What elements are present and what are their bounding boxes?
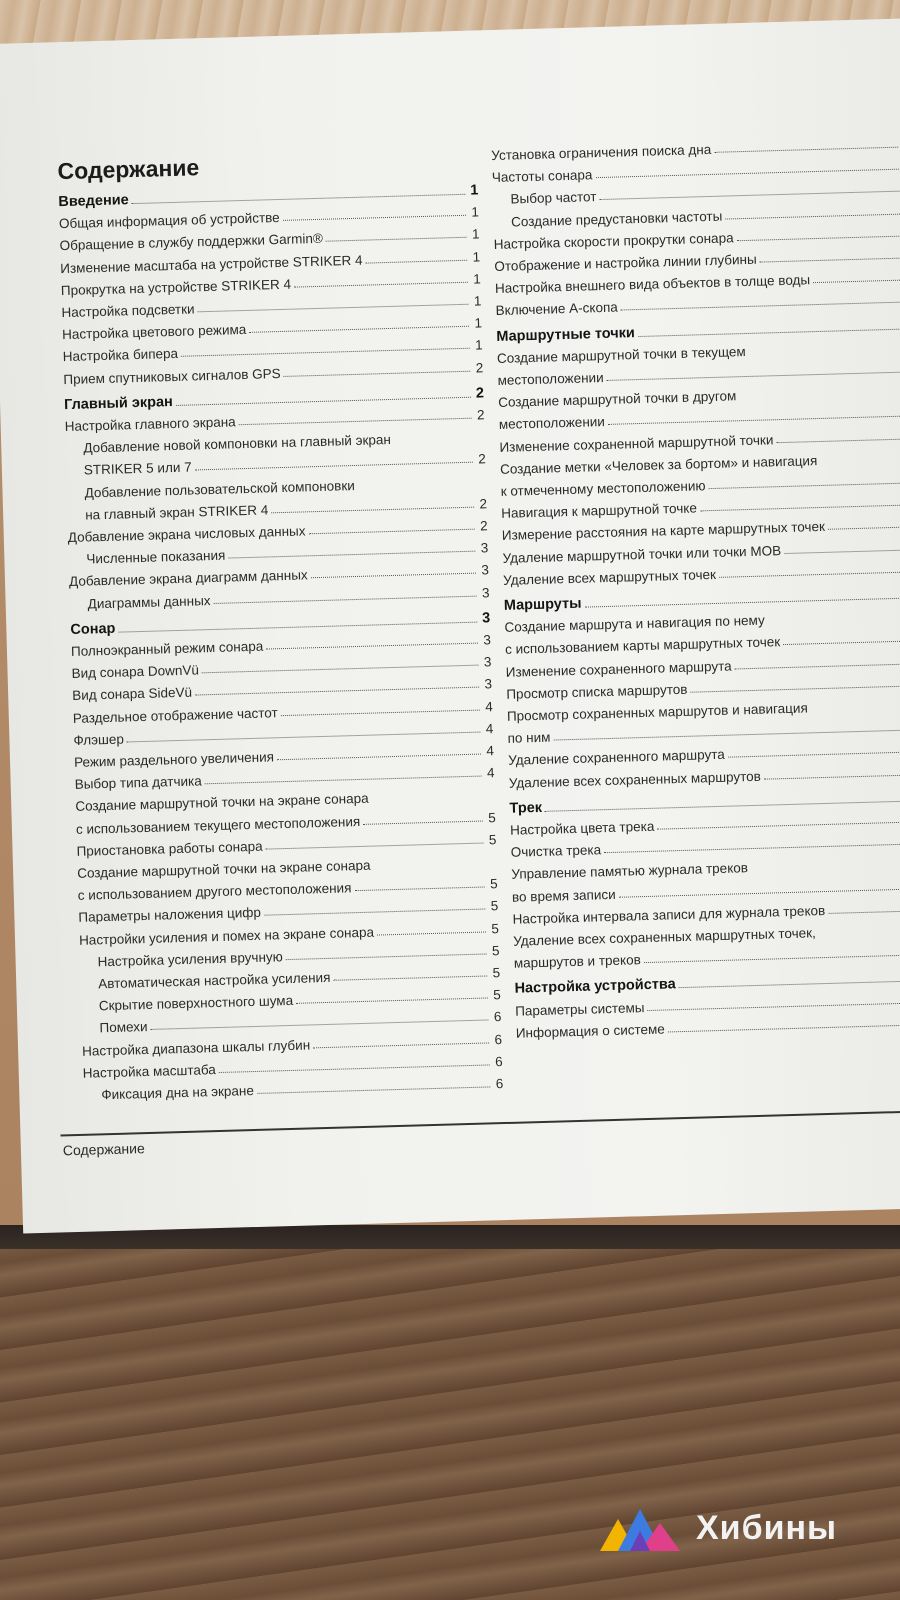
toc-page-number: 1: [474, 315, 483, 331]
toc-entry-line: Создание маршрутной точки в другом: [498, 388, 737, 411]
toc-page-number: 5: [488, 809, 496, 825]
toc-entry-title: Автоматическая настройка усиления: [98, 969, 331, 992]
toc-entry-title: Удаление сохраненного маршрута: [508, 747, 725, 769]
toc-entry-title: Настройка скорости прокрутки сонара: [493, 230, 734, 252]
toc-entry-line: Создание маршрутной точки на экране сонара: [75, 791, 369, 815]
toc-entry-title: Создание предустановки частоты: [510, 208, 723, 230]
dot-leader: [776, 438, 900, 443]
toc-section-heading: [514, 969, 900, 997]
dot-leader: [313, 1042, 489, 1048]
dot-leader: [127, 731, 480, 742]
dot-leader: [764, 774, 900, 779]
toc-entry: [80, 965, 500, 992]
dot-leader: [195, 687, 479, 696]
toc-page-number: 4: [486, 743, 495, 759]
toc-entry: [506, 675, 900, 702]
dot-leader: [195, 462, 473, 471]
toc-entry: [71, 654, 491, 681]
dot-leader: [709, 483, 900, 490]
toc-entry: [491, 136, 900, 163]
toc-entry-title: Очистка трека: [510, 842, 602, 860]
toc-entry-title: Настройка диапазона шкалы глубин: [81, 1037, 311, 1059]
toc-page-number: 1: [473, 293, 482, 309]
dot-leader: [545, 800, 900, 811]
toc-entry: [61, 271, 481, 298]
toc-page-number: 3: [483, 632, 492, 648]
toc-entry-title: Флэшер: [73, 731, 125, 748]
toc-entry-title: Помехи: [99, 1019, 148, 1036]
toc-entry: [511, 833, 900, 860]
dot-leader: [700, 505, 900, 512]
toc-entry-title: Настройка бипера: [62, 346, 179, 365]
dot-leader: [239, 418, 472, 426]
toc-entry-title: Раздельное отображение частот: [72, 704, 278, 726]
dot-leader: [363, 820, 483, 824]
toc-page-number: 6: [494, 1053, 503, 1070]
toc-entry-title: Полноэкранный режим сонара: [70, 638, 264, 659]
toc-entry-title: Трек: [509, 799, 543, 817]
toc-entry: [82, 1032, 502, 1059]
toc-entry: [69, 585, 489, 612]
toc-entry: [73, 699, 493, 726]
toc-entry-title: местоположении: [498, 414, 606, 433]
toc-entry-title: во время записи: [511, 886, 616, 905]
toc-entry-title: Настройка цветового режима: [61, 322, 247, 343]
toc-entry-line: Удаление всех сохраненных маршрутных точек,: [513, 925, 817, 949]
toc-entry: [69, 563, 489, 590]
dot-leader: [286, 953, 487, 960]
toc-entry: [73, 721, 493, 748]
dot-leader: [728, 752, 900, 758]
dot-leader: [679, 981, 900, 989]
toc-entry-title: Вид сонара DownVü: [71, 662, 200, 682]
toc-page-number: 5: [488, 831, 497, 848]
toc-entry-title: Численные показания: [86, 547, 226, 567]
toc-entry-title: Добавление экрана диаграмм данных: [68, 567, 308, 590]
toc-page-number: 1: [469, 182, 479, 199]
toc-entry-title: Диаграммы данных: [87, 592, 211, 612]
toc-entry: [492, 181, 900, 208]
dot-leader: [281, 709, 480, 716]
toc-entry-title: Удаление всех маршрутных точек: [502, 566, 717, 588]
dot-leader: [608, 416, 900, 425]
dot-leader: [595, 169, 898, 178]
toc-page-number: 2: [479, 518, 488, 534]
dot-leader: [691, 685, 900, 692]
toc-entry: [81, 987, 501, 1014]
toc-entry-title: Информация о системе: [515, 1021, 666, 1041]
toc-page-number: 3: [481, 562, 490, 578]
toc-entry-title: на главный экран STRIKER 4: [84, 502, 269, 523]
dot-leader: [118, 621, 477, 632]
manual-page: [0, 18, 900, 1234]
toc-entry: [72, 677, 492, 704]
toc-entry-title: Навигация к маршрутной точке: [501, 500, 698, 522]
toc-entry-title: с использованием карты маршрутных точек: [504, 634, 781, 658]
mountains-logo-icon: [600, 1505, 684, 1551]
toc-entry: [68, 518, 488, 545]
toc-entry: [79, 943, 499, 970]
toc-entry: [75, 765, 495, 792]
toc-entry-title: с использованием текущего местоположения: [75, 813, 361, 837]
toc-entry: [497, 361, 900, 388]
dot-leader: [151, 1020, 489, 1030]
toc-page-number: 3: [483, 654, 492, 670]
toc-entry: [67, 496, 487, 523]
toc-entry-title: Прокрутка на устройстве STRIKER 4: [60, 276, 292, 298]
toc-entry-line: Добавление новой компоновки на главный экран: [83, 432, 392, 456]
dot-leader: [619, 888, 900, 897]
toc-entry: [515, 992, 900, 1019]
toc-entry: [76, 810, 496, 837]
toc-entry-title: Фиксация дна на экране: [101, 1083, 255, 1103]
toc-entry-title: Настройка главного экрана: [64, 414, 236, 435]
toc-entry: [516, 1014, 900, 1041]
toc-entry-title: Настройка масштаба: [82, 1061, 216, 1081]
toc-entry: [502, 517, 900, 544]
toc-entry: [514, 944, 900, 971]
toc-entry-title: Вид сонара SideVü: [72, 685, 193, 704]
toc-entry: [506, 653, 900, 680]
dot-leader: [828, 527, 900, 530]
toc-entry: [62, 316, 482, 343]
toc-entry: [71, 632, 491, 659]
toc-page-number: 6: [494, 1031, 503, 1047]
toc-entry-title: Настройки усиления и помех на экране сонара: [78, 924, 375, 948]
toc-entry: [500, 472, 900, 499]
toc-entry: [499, 406, 900, 433]
watermark-label: Хибины: [696, 1508, 838, 1547]
dot-leader: [644, 955, 900, 964]
toc-entry-title: Главный экран: [63, 393, 174, 413]
dot-leader: [181, 348, 470, 357]
toc-page-number: 1: [473, 271, 481, 287]
toc-entry-title: Настройка подсветки: [61, 301, 195, 321]
toc-entry-title: Параметры системы: [514, 999, 645, 1019]
toc-entry-title: Приостановка работы сонара: [76, 838, 263, 859]
dot-leader: [205, 776, 482, 785]
toc-entry: [63, 360, 483, 387]
toc-page-number: 4: [484, 698, 493, 715]
toc-page-number: 2: [475, 385, 485, 402]
dot-leader: [198, 304, 469, 313]
toc-page-number: 4: [485, 721, 494, 737]
toc-entry: [83, 1076, 503, 1103]
dot-leader: [784, 549, 900, 553]
toc-page-number: 2: [479, 496, 488, 512]
toc-entry-title: Скрытие поверхностного шума: [98, 993, 294, 1014]
toc-entry-title: Сонар: [70, 620, 116, 638]
dot-leader: [277, 754, 481, 761]
toc-page-number: 5: [489, 876, 498, 892]
page-title: Содержание: [57, 154, 200, 185]
toc-entry-title: Удаление маршрутной точки или точки МОВ: [502, 542, 782, 566]
dot-leader: [585, 598, 900, 608]
dot-leader: [828, 910, 900, 914]
dot-leader: [132, 194, 466, 204]
toc-entry-title: Маршрутные точки: [496, 324, 636, 345]
site-watermark: [600, 1505, 837, 1551]
toc-entry: [65, 407, 485, 434]
toc-page-number: 3: [481, 610, 491, 627]
toc-entry-line: Управление памятью журнала треков: [511, 860, 749, 883]
toc-entry-title: Просмотр списка маршрутов: [506, 681, 688, 702]
toc-entry-title: по ним: [507, 729, 551, 747]
toc-page-number: 6: [495, 1076, 504, 1092]
toc-page-number: 1: [472, 248, 481, 265]
dot-leader: [296, 998, 488, 1004]
dot-leader: [813, 280, 900, 283]
toc-entry: [74, 743, 494, 770]
toc-page-number: 1: [471, 204, 480, 220]
toc-entry: [61, 293, 481, 320]
toc-entry: [78, 876, 498, 903]
dot-leader: [249, 326, 469, 333]
dot-leader: [264, 909, 485, 916]
toc-page-number: 2: [475, 359, 484, 376]
dot-leader: [668, 1024, 900, 1032]
toc-entry: [68, 540, 488, 567]
toc-entry-title: с использованием другого местоположения: [77, 880, 352, 904]
toc-entry-title: Добавление экрана числовых данных: [67, 523, 306, 546]
toc-entry-title: STRIKER 5 или 7: [83, 459, 192, 478]
dot-leader: [638, 328, 900, 336]
toc-entry: [493, 203, 900, 230]
toc-entry-line: Просмотр сохраненных маршрутов и навигация: [506, 700, 808, 724]
toc-entry-line: Добавление пользовательской компоновки: [84, 477, 355, 501]
dot-leader: [257, 1086, 490, 1094]
toc-entry: [512, 900, 900, 927]
toc-page-number: 3: [484, 676, 493, 692]
dot-leader: [647, 1002, 900, 1011]
toc-entry-line: Создание маршрутной точки на экране сонара: [76, 857, 371, 881]
toc-entry-title: Обращение в службу поддержки Garmin®: [59, 231, 324, 254]
dot-leader: [607, 372, 900, 381]
toc-page-number: 5: [491, 942, 500, 959]
toc-page-number: 5: [493, 987, 501, 1003]
toc-entry-title: Удаление всех сохраненных маршрутов: [508, 768, 762, 791]
dot-leader: [366, 259, 468, 263]
toc-entry-title: Настройка интервала записи для журнала треков: [512, 902, 826, 927]
toc-entry-title: Режим раздельного увеличения: [73, 749, 275, 770]
toc-page-number: 5: [492, 965, 501, 981]
toc-entry-title: Установка ограничения поиска дна: [491, 141, 712, 164]
toc-entry-title: Включение А-скопа: [495, 299, 619, 319]
toc-entry: [494, 225, 900, 252]
dot-leader: [266, 842, 484, 849]
toc-page-number: 5: [491, 920, 500, 936]
toc-entry: [502, 539, 900, 566]
toc-page-number: 6: [493, 1009, 502, 1025]
toc-entry-title: к отмеченному местоположению: [500, 478, 706, 499]
toc-entry-title: Настройка устройства: [514, 976, 676, 998]
dot-leader: [176, 397, 471, 406]
dot-leader: [284, 370, 471, 376]
toc-page-number: 1: [474, 337, 483, 353]
toc-entry-title: Введение: [58, 192, 129, 211]
dot-leader: [228, 551, 475, 559]
toc-entry-title: Маршруты: [503, 595, 582, 614]
toc-entry-title: Изменение сохраненного маршрута: [505, 658, 732, 680]
toc-entry: [59, 227, 479, 254]
dot-leader: [354, 887, 484, 892]
toc-entry-title: Общая информация об устройстве: [58, 210, 280, 232]
toc-page-number: 1: [471, 226, 480, 243]
dot-leader: [737, 235, 900, 241]
toc-entry-title: Настройка цвета трека: [509, 818, 655, 838]
dot-leader: [311, 573, 476, 579]
toc-entry: [495, 269, 900, 296]
toc-entry: [81, 1009, 501, 1036]
dot-leader: [219, 1064, 490, 1073]
toc-entry: [83, 1054, 503, 1081]
toc-page-number: 5: [490, 898, 499, 914]
toc-entry-title: Изменение масштаба на устройстве STRIKER 4: [60, 252, 363, 276]
toc-entry: [494, 247, 900, 274]
toc-entry: [505, 631, 900, 658]
toc-entry-title: Измерение расстояния на карте маршрутных точек: [501, 519, 826, 544]
toc-entry: [499, 428, 900, 455]
toc-entry: [510, 811, 900, 838]
toc-entry: [79, 921, 499, 948]
dot-leader: [760, 258, 900, 263]
dot-leader: [333, 975, 487, 980]
dot-leader: [735, 663, 900, 669]
toc-page-number: 2: [478, 451, 486, 467]
dot-leader: [309, 529, 475, 535]
toc-entry-title: Параметры наложения цифр: [78, 905, 262, 926]
toc-entry-line: Создание маршрутной точки в текущем: [496, 343, 746, 366]
footer-divider: [60, 1110, 900, 1136]
toc-entry-title: местоположении: [497, 369, 604, 388]
dot-leader: [294, 282, 468, 288]
toc-entry: [59, 205, 479, 232]
dot-leader: [657, 821, 900, 829]
dot-leader: [725, 213, 900, 219]
page-footer: Содержание: [62, 1140, 145, 1159]
toc-entry: [66, 452, 486, 479]
toc-entry-title: Частоты сонара: [491, 167, 593, 186]
dot-leader: [283, 215, 466, 221]
dot-leader: [600, 191, 900, 200]
toc-entry-title: Прием спутниковых сигналов GPS: [63, 365, 281, 387]
toc-entry: [492, 159, 900, 186]
toc-entry-line: Создание маршрута и навигация по нему: [504, 612, 765, 636]
toc-entry: [495, 292, 900, 319]
toc-entry-title: Отображение и настройка линии глубины: [494, 251, 757, 274]
toc-page-number: 4: [486, 765, 495, 781]
toc-entry-title: Настройка внешнего вида объектов в толще воды: [494, 272, 811, 297]
toc-entry: [509, 764, 900, 791]
toc-page-number: 3: [480, 540, 489, 556]
dot-leader: [271, 506, 474, 513]
dot-leader: [621, 302, 900, 311]
toc-section-heading: [509, 789, 900, 817]
toc-entry: [60, 249, 480, 276]
toc-entry: [63, 338, 483, 365]
toc-page-number: 3: [481, 584, 490, 601]
toc-entry-line: Создание метки «Человек за бортом» и навигация: [499, 452, 818, 477]
toc-entry: [503, 561, 900, 588]
dot-leader: [604, 844, 900, 854]
dot-leader: [202, 665, 479, 674]
toc-entry: [507, 719, 900, 746]
dot-leader: [377, 931, 486, 935]
dot-leader: [214, 595, 477, 603]
toc-page-number: 2: [476, 407, 485, 423]
toc-entry: [78, 899, 498, 926]
toc-entry: [512, 878, 900, 905]
dot-leader: [326, 237, 467, 242]
toc-entry-title: Выбор типа датчика: [74, 773, 202, 793]
dot-leader: [719, 571, 900, 577]
dot-leader: [266, 643, 478, 650]
toc-entry-title: Изменение сохраненной маршрутной точки: [499, 431, 774, 455]
toc-entry: [508, 741, 900, 768]
dot-leader: [783, 641, 900, 646]
dot-leader: [714, 147, 898, 153]
toc-entry: [501, 494, 900, 521]
toc-entry-title: маршрутов и треков: [513, 952, 641, 971]
dot-leader: [554, 730, 900, 741]
toc-entry: [76, 832, 496, 859]
toc-entry-title: Настройка усиления вручную: [97, 948, 283, 970]
toc-entry-title: Выбор частот: [510, 189, 597, 207]
